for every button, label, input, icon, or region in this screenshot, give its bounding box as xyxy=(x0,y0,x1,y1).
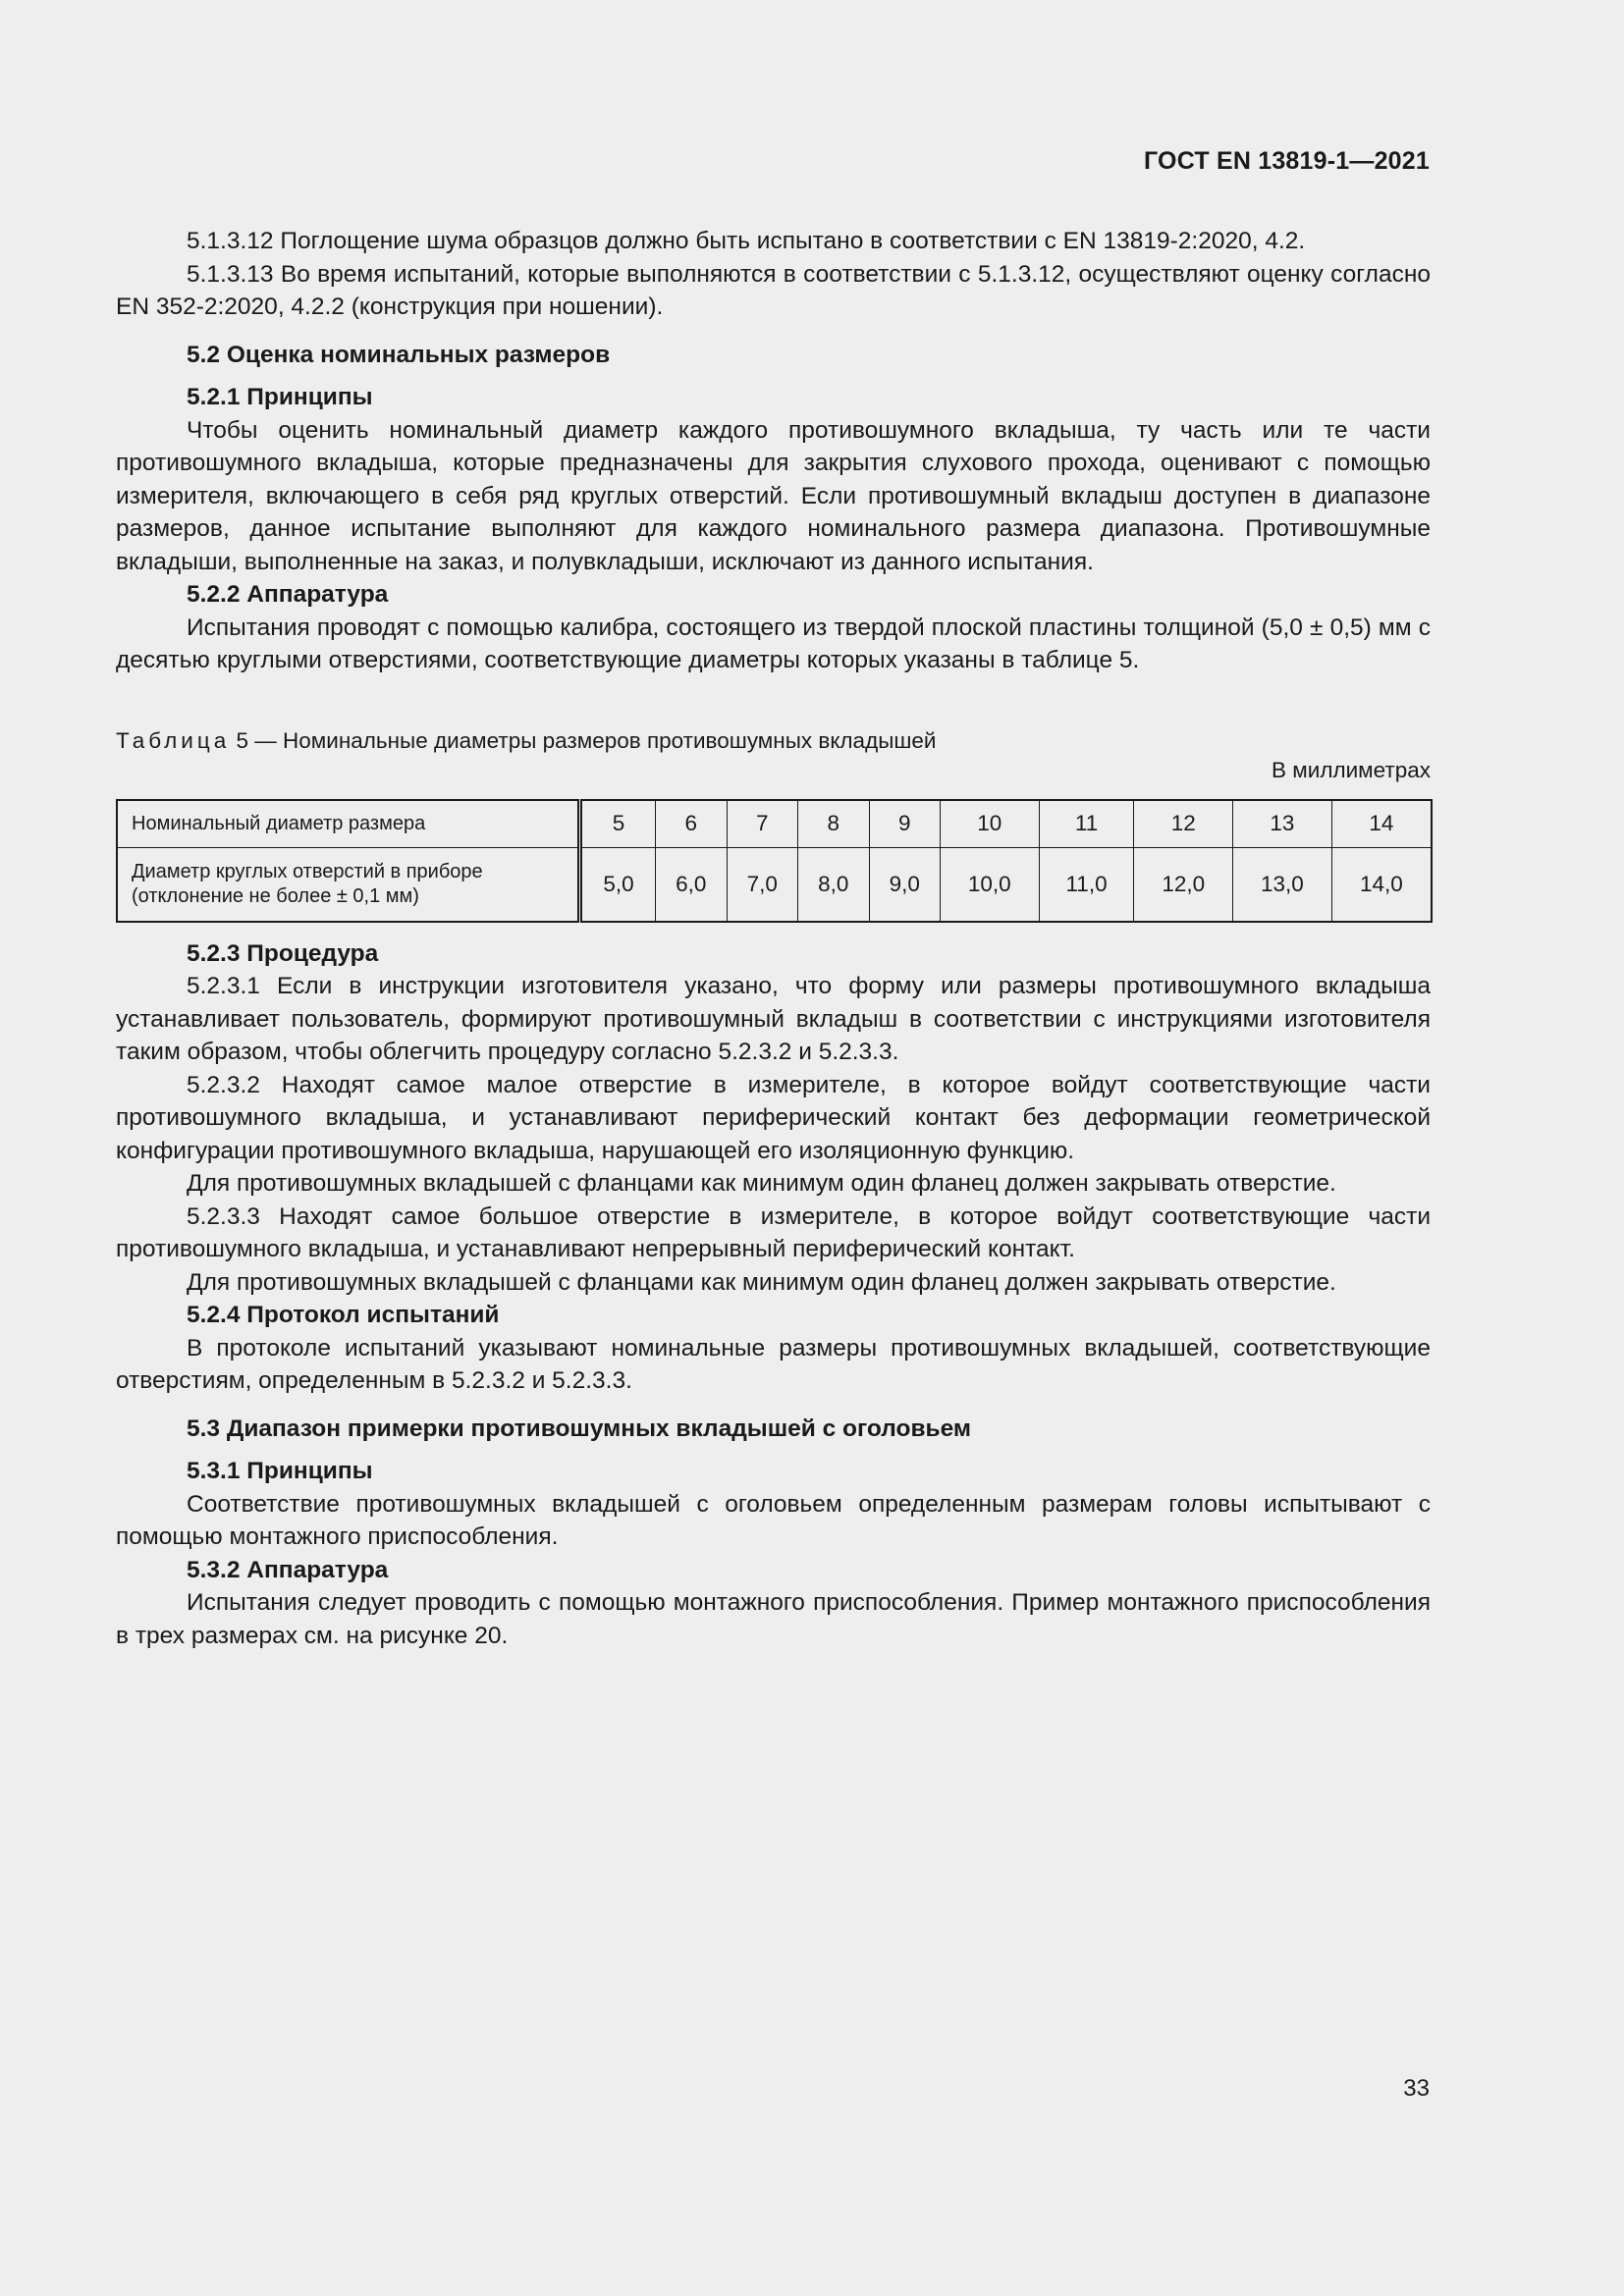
paragraph-5-2-4: В протоколе испытаний указывают номинальные размеры противошумных вкладышей, соответствующие отверстиям, определенным в 5.2.3.2 и 5.2.3.3. xyxy=(116,1334,1431,1394)
cell-nominal: 13 xyxy=(1233,800,1332,848)
page-content xyxy=(116,225,1431,1652)
cell-diameter: 14,0 xyxy=(1331,847,1432,922)
paragraph-flanges-1: Для противошумных вкладышей с фланцами как минимум один фланец должен закрывать отверстие. xyxy=(187,1170,1336,1197)
row-label-nominal: Номинальный диаметр размера xyxy=(117,800,580,848)
cell-nominal: 8 xyxy=(798,800,870,848)
row-label-hole-diameter xyxy=(117,847,580,922)
table-unit: В миллиметрах xyxy=(1272,757,1431,782)
cell-diameter: 8,0 xyxy=(798,847,870,922)
paragraph-5-3-1: Соответствие противошумных вкладышей с оголовьем определенным размерам головы испытывают с помощью монтажного приспособления. xyxy=(116,1490,1431,1550)
heading-5-2-4: 5.2.4 Протокол испытаний xyxy=(187,1302,500,1328)
document-code-header: ГОСТ EN 13819-1—2021 xyxy=(1144,147,1430,175)
paragraph-5-2-3-3: 5.2.3.3 Находят самое большое отверстие в измерителе, в которое войдут соответствующие части противошумного вкладыша, и устанавливают непрерывный периферический контакт. xyxy=(116,1202,1431,1262)
table-row-hole-diameter xyxy=(117,847,1432,922)
heading-5-2-3: 5.2.3 Процедура xyxy=(187,939,379,967)
paragraph-5-2-2: Испытания проводят с помощью калибра, состоящего из твердой плоской пластины толщиной (5,0 ± 0,5) мм с десятью круглыми отверстиями, соответствующие диаметры которых указаны в таблице 5. xyxy=(116,614,1431,673)
row-label-line1: Диаметр круглых отверстий в приборе xyxy=(132,860,483,882)
cell-nominal: 7 xyxy=(727,800,798,848)
table-caption-word: Таблица xyxy=(116,727,231,753)
cell-nominal: 6 xyxy=(656,800,728,848)
cell-nominal: 9 xyxy=(869,800,941,848)
page-number: 33 xyxy=(1403,2075,1430,2102)
paragraph-5-2-3-2: 5.2.3.2 Находят самое малое отверстие в измерителе, в которое войдут соответствующие части противошумного вкладыша, и устанавливают периферический контакт без деформации геометрической конфигурации противошумного вкладыша, нарушающей его изоляционную функцию. xyxy=(116,1071,1431,1164)
table-row-nominal xyxy=(117,800,1432,848)
heading-5-3-1: 5.3.1 Принципы xyxy=(187,1458,373,1484)
cell-nominal: 14 xyxy=(1331,800,1432,848)
heading-5-2: 5.2 Оценка номинальных размеров xyxy=(187,341,611,368)
cell-diameter: 12,0 xyxy=(1134,847,1233,922)
diameter-table xyxy=(116,799,1433,923)
cell-diameter: 13,0 xyxy=(1233,847,1332,922)
cell-nominal: 12 xyxy=(1134,800,1233,848)
cell-diameter: 9,0 xyxy=(869,847,941,922)
paragraph-5-2-3-1: 5.2.3.1 Если в инструкции изготовителя указано, что форму или размеры противошумного вкладыша устанавливает пользователь, формируют противошумный вкладыш в соответствии с инструкциями изготовителя таким образом, чтобы облегчить процедуру согласно 5.2.3.2 и 5.2.3.3. xyxy=(116,973,1431,1065)
heading-5-3-2: 5.3.2 Аппаратура xyxy=(187,1556,389,1583)
cell-diameter: 5,0 xyxy=(580,847,656,922)
paragraph-5-1-3-13: 5.1.3.13 Во время испытаний, которые выполняются в соответствии с 5.1.3.12, осуществляют оценку согласно EN 352-2:2020, 4.2.2 (конструкция при ношении). xyxy=(116,260,1431,320)
heading-5-2-1: 5.2.1 Принципы xyxy=(187,384,373,410)
cell-diameter: 6,0 xyxy=(656,847,728,922)
cell-nominal: 11 xyxy=(1039,800,1134,848)
paragraph-5-2-1: Чтобы оценить номинальный диаметр каждого противошумного вкладыша, ту часть или те части противошумного вкладыша, которые предназначены для закрытия слухового прохода, оценивают с помощью измерителя, включающего в себя ряд круглых отверстий. Если противошумный вкладыш доступен в диапазоне размеров, данное испытание выполняют для каждого номинального размера диапазона. Противошумные вкладыши, выполненные на заказ, и полувкладыши, исключают из данного испытания. xyxy=(116,416,1431,575)
row-label-line2: (отклонение не более ± 0,1 мм) xyxy=(132,884,419,907)
cell-diameter: 10,0 xyxy=(941,847,1040,922)
paragraph-5-3-2: Испытания следует проводить с помощью монтажного приспособления. Пример монтажного приспособления в трех размерах см. на рисунке 20. xyxy=(116,1589,1431,1649)
table-caption-text: 5 — Номинальные диаметры размеров противошумных вкладышей xyxy=(236,727,937,753)
table-caption xyxy=(116,726,1431,756)
cell-diameter: 11,0 xyxy=(1039,847,1134,922)
paragraph-5-1-3-12: 5.1.3.12 Поглощение шума образцов должно быть испытано в соответствии с EN 13819-2:2020, 4.2. xyxy=(187,228,1306,254)
cell-nominal: 10 xyxy=(941,800,1040,848)
cell-nominal: 5 xyxy=(580,800,656,848)
cell-diameter: 7,0 xyxy=(727,847,798,922)
paragraph-flanges-2: Для противошумных вкладышей с фланцами как минимум один фланец должен закрывать отверстие. xyxy=(187,1268,1336,1296)
heading-5-3: 5.3 Диапазон примерки противошумных вкладышей с оголовьем xyxy=(187,1415,972,1442)
heading-5-2-2: 5.2.2 Аппаратура xyxy=(187,581,389,608)
